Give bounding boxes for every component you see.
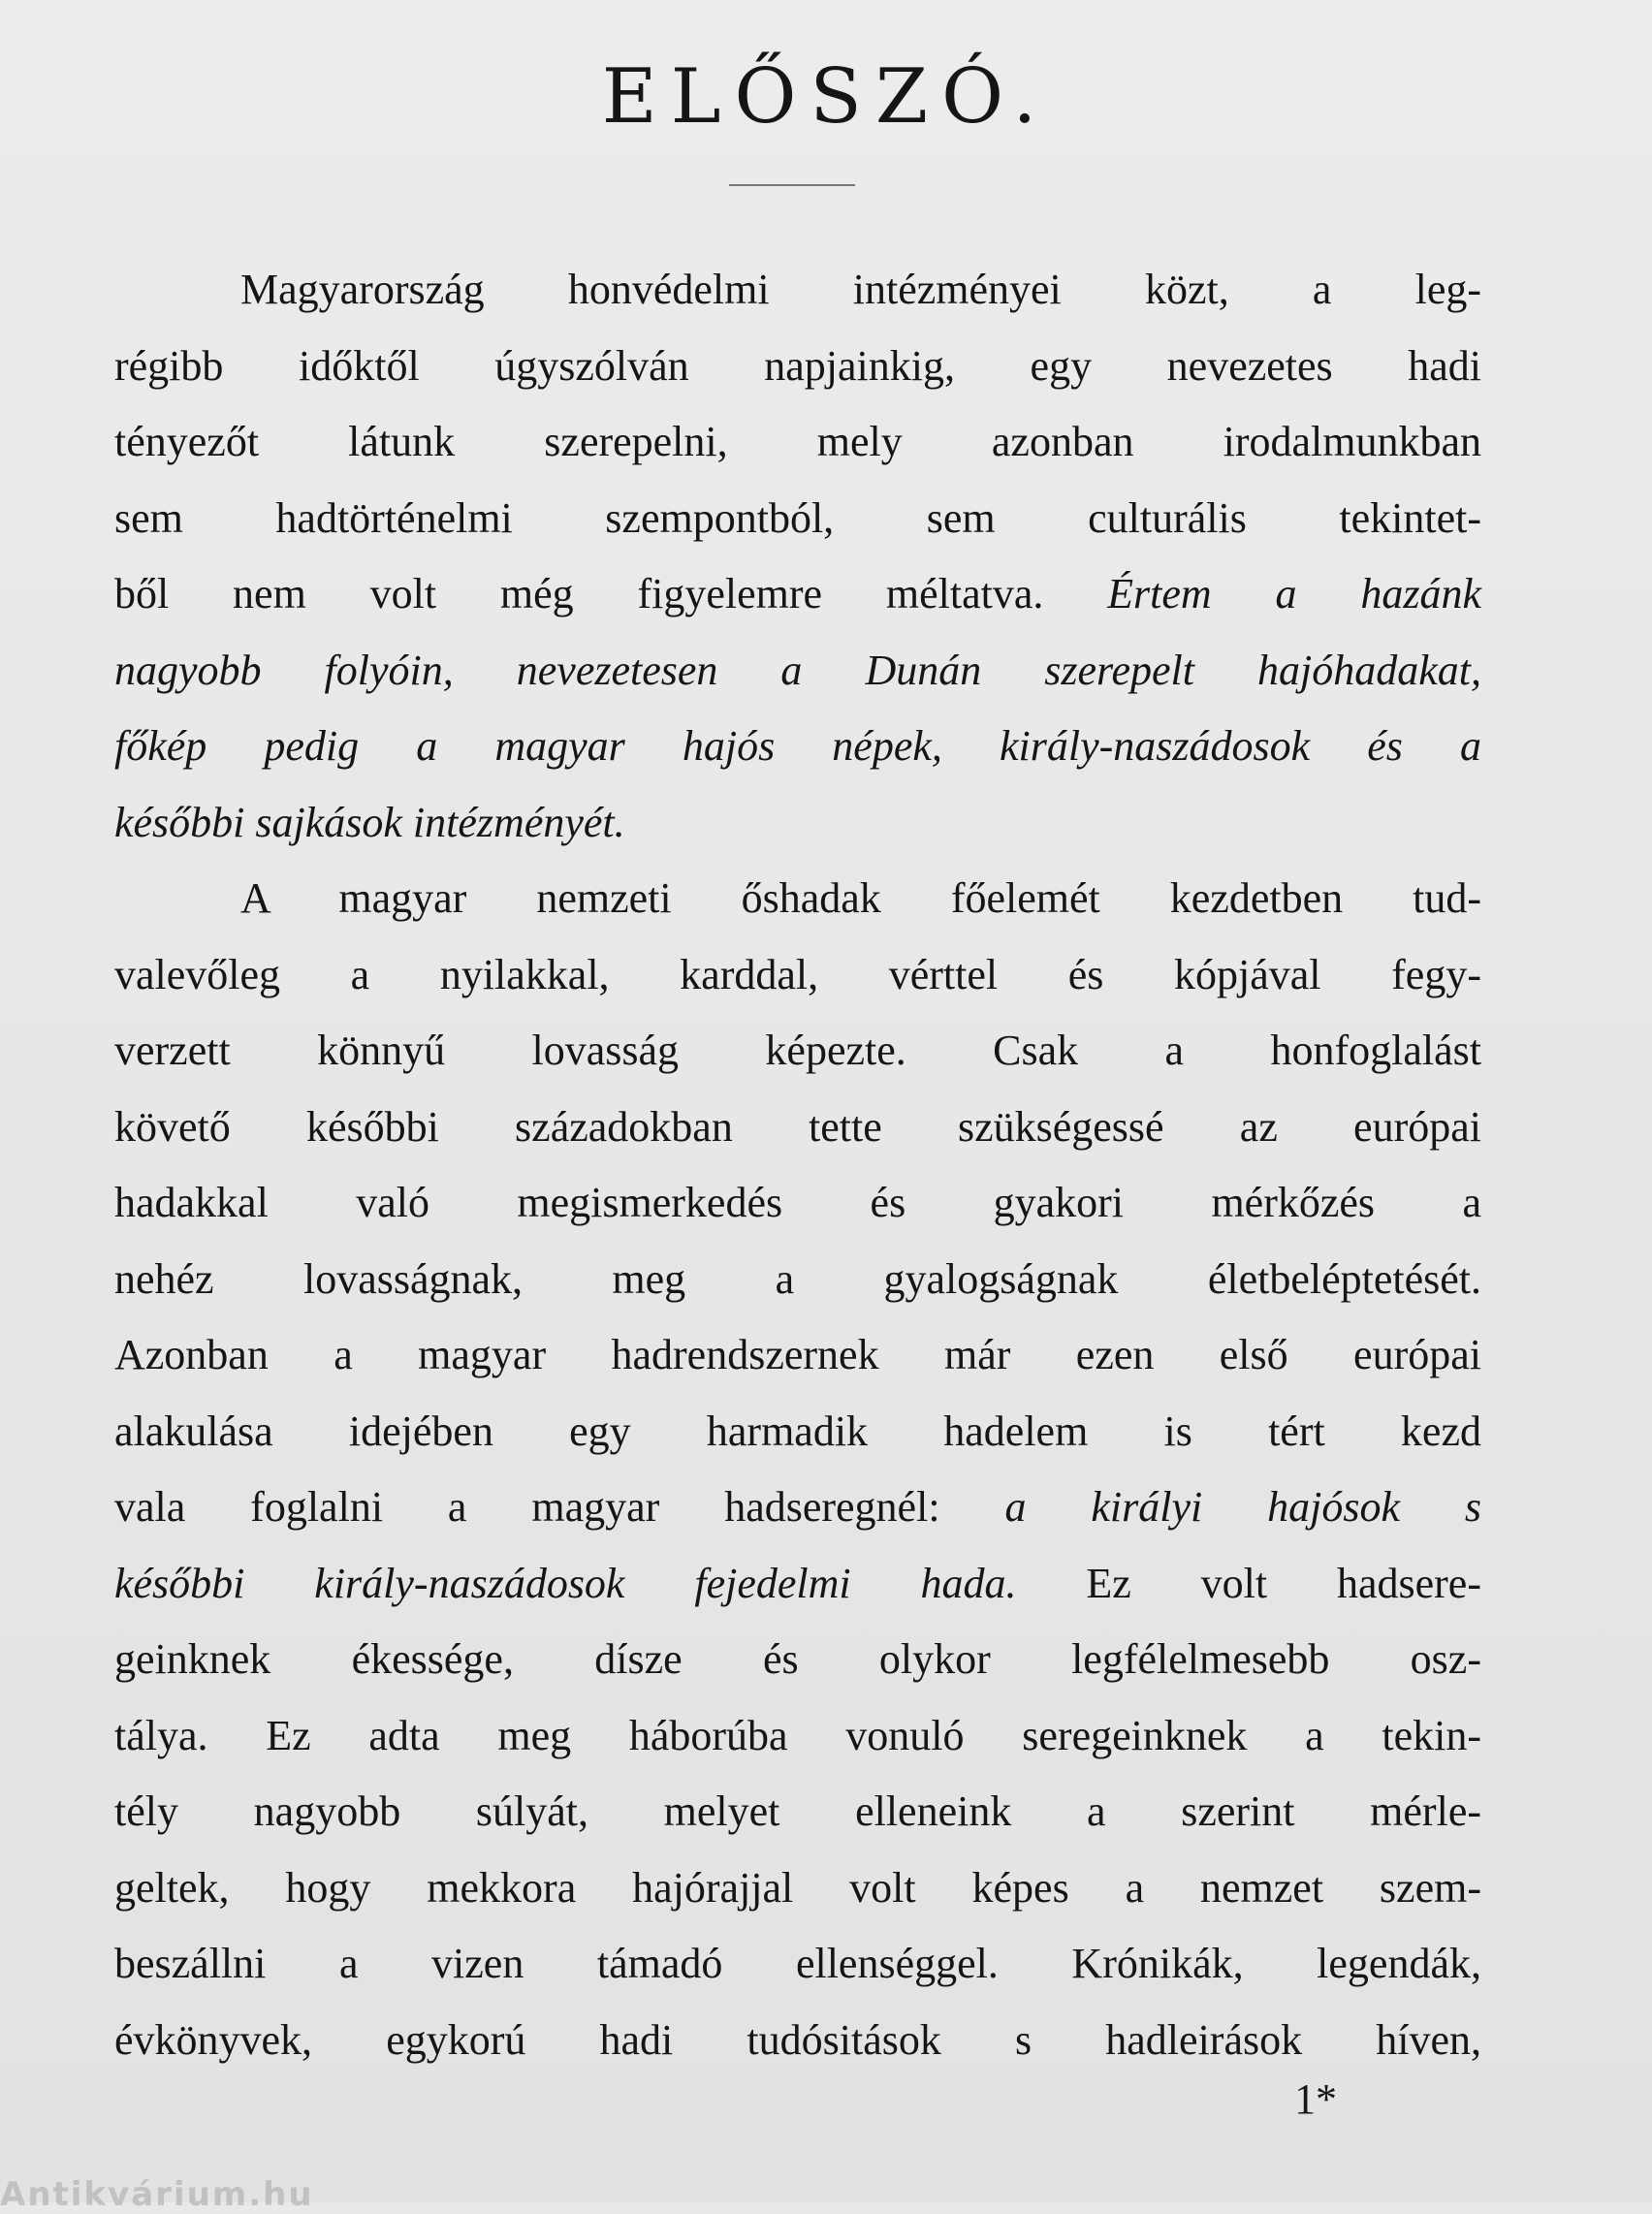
text-line bbox=[114, 252, 1481, 329]
italic-text: főkép pedig a magyar hajós népek, király-naszádosok és a bbox=[114, 722, 1481, 770]
text-segment: régibb időktől úgyszólván napjainkig, egy nevezetes hadi bbox=[114, 341, 1481, 390]
text-line bbox=[114, 937, 1481, 1014]
text-segment: hadakkal való megismerkedés és gyakori mérkőzés a bbox=[114, 1179, 1481, 1226]
italic-text: későbbi sajkások intézményét. bbox=[114, 798, 625, 846]
text-segment: beszállni a vizen támadó ellenséggel. Krónikák, legendák, bbox=[114, 1940, 1481, 1987]
text-segment: nehéz lovasságnak, meg a gyalogságnak életbeléptetését. bbox=[114, 1254, 1481, 1303]
text-segment: geltek, hogy mekkora hajórajjal volt képes a nemzet szem- bbox=[114, 1863, 1481, 1912]
text-line bbox=[114, 1926, 1481, 2003]
text-segment: Magyarország honvédelmi intézményei közt, a leg- bbox=[240, 266, 1481, 313]
text-segment: ből nem volt még figyelemre méltatva. bbox=[114, 570, 1108, 617]
text-segment: követő későbbi századokban tette szükségessé az európai bbox=[114, 1102, 1481, 1151]
text-line bbox=[114, 1090, 1481, 1166]
text-line bbox=[114, 1546, 1481, 1623]
text-segment: verzett könnyű lovasság képezte. Csak a honfoglalást bbox=[114, 1027, 1481, 1074]
text-segment: A magyar nemzeti őshadak főelemét kezdetben tud- bbox=[240, 874, 1481, 922]
text-segment: alakulása idejében egy harmadik hadelem is tért kezd bbox=[114, 1407, 1481, 1455]
watermark: Antikvárium.hu bbox=[0, 2175, 314, 2214]
text-segment: tényezőt látunk szerepelni, mely azonban irodalmunkban bbox=[114, 418, 1481, 465]
text-segment: geinknek ékessége, dísze és olykor legfélelmesebb osz- bbox=[114, 1635, 1481, 1683]
text-segment: Ez volt hadsere- bbox=[1016, 1559, 1481, 1607]
text-line bbox=[114, 709, 1481, 785]
chapter-title: ELŐSZÓ. bbox=[601, 53, 1051, 141]
text-segment: tély nagyobb súlyát, melyet elleneink a szerint mérle- bbox=[114, 1787, 1481, 1835]
text-line bbox=[114, 861, 1481, 937]
text-line bbox=[114, 1698, 1481, 1775]
text-line bbox=[114, 633, 1481, 710]
text-line bbox=[114, 1394, 1481, 1471]
text-line bbox=[114, 1622, 1481, 1698]
text-segment: vala foglalni a magyar hadseregnél: bbox=[114, 1483, 1005, 1531]
text-segment: évkönyvek, egykorú hadi tudósitások s hadleirások híven, bbox=[114, 2015, 1481, 2064]
text-line bbox=[114, 1242, 1481, 1318]
text-line bbox=[114, 329, 1481, 405]
italic-text: későbbi király-naszádosok fejedelmi hada. bbox=[114, 1559, 1017, 1607]
text-line bbox=[114, 556, 1481, 633]
text-line bbox=[114, 1470, 1481, 1546]
text-body bbox=[114, 252, 1481, 2078]
page-number: 1* bbox=[1294, 2075, 1337, 2123]
text-line bbox=[114, 1165, 1481, 1242]
italic-text: a királyi hajósok s bbox=[1004, 1483, 1481, 1531]
text-segment: sem hadtörténelmi szempontból, sem culturális tekintet- bbox=[114, 493, 1481, 542]
text-line bbox=[114, 1013, 1481, 1090]
text-line bbox=[114, 2003, 1481, 2079]
text-line bbox=[114, 481, 1481, 557]
text-segment: Azonban a magyar hadrendszernek már ezen első európai bbox=[114, 1331, 1481, 1378]
italic-text: Értem a hazánk bbox=[1107, 570, 1481, 617]
text-line bbox=[114, 1317, 1481, 1394]
text-line bbox=[114, 404, 1481, 481]
title-divider bbox=[729, 184, 855, 186]
italic-text: nagyobb folyóin, nevezetesen a Dunán szerepelt hajóhadakat, bbox=[114, 646, 1481, 694]
text-segment: valevőleg a nyilakkal, karddal, vérttel és kópjával fegy- bbox=[114, 950, 1481, 998]
text-line bbox=[114, 1774, 1481, 1850]
text-segment: tálya. Ez adta meg háborúba vonuló seregeinknek a tekin- bbox=[114, 1711, 1481, 1759]
text-line bbox=[114, 785, 1481, 862]
text-line bbox=[114, 1850, 1481, 1927]
